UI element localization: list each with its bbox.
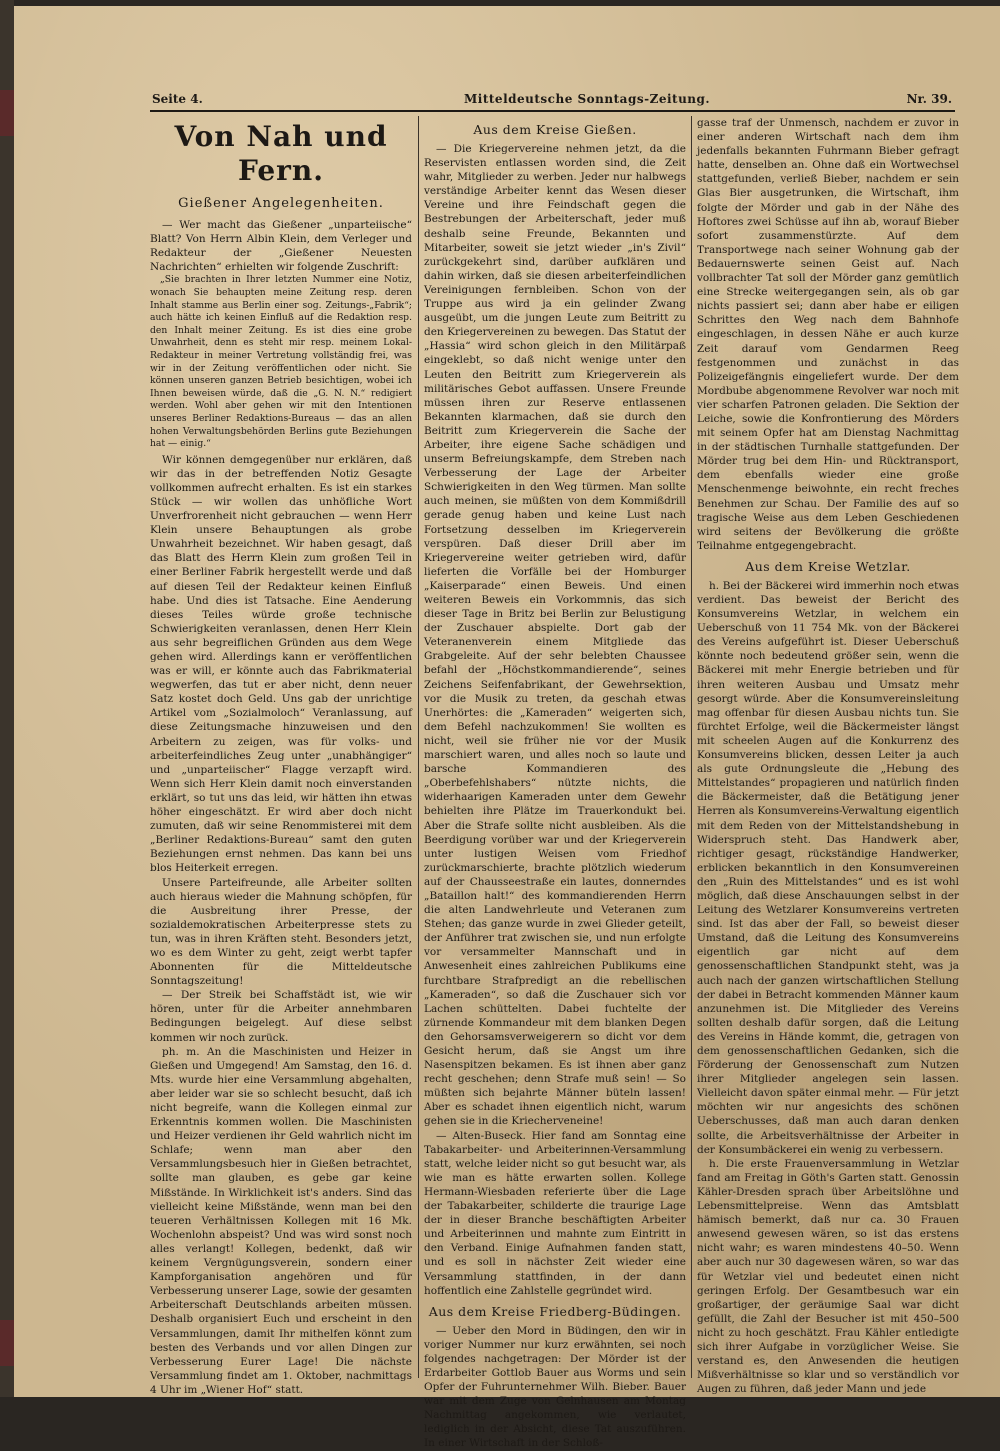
page-header <box>152 92 952 110</box>
header-rule <box>150 110 955 112</box>
article-paragraph: — Alten-Buseck. Hier fand am Sonntag eine Tabakarbeiter- und Arbeiterinnen-Versammlung statt, welche leider nicht so gut besucht war, als wie man es hätte erwarten sollen. Kollege Hermann-Wiesbaden referierte über die Lage der Tabakarbeiter, schilderte die traurige Lage der in dieser Branche beschäftigten Arbeiter und Arbeiterinnen und mahnte zum Eintritt in den Verband. Einige Aufnahmen fanden statt, und es soll in nächster Zeit wieder eine Versammlung stattfinden, in der dann hoffentlich eine Zahlstelle gegründet wird. <box>424 1129 686 1297</box>
article-paragraph: h. Bei der Bäckerei wird immerhin noch etwas verdient. Das beweist der Bericht des Konsumvereins Wetzlar, in welchem ein Ueberschuß von 11 754 Mk. von der Bäckerei des Vereins aufgeführt ist. Dieser Ueberschuß könnte noch bedeutend größer sein, wenn die Bäckerei mit mehr Energie betrieben und für ihren weiteren Ausbau und Umsatz mehr gesorgt würde. Aber die Konsumvereinsleitung mag offenbar für diesen Ausbau nichts tun. Sie fürchtet Erfolge, weil die Bäckermeister längst mit scheelen Augen auf die Konkurrenz des Konsumvereins blicken, dessen Leiter ja auch als gute Ordnungsleute die „Hebung des Mittelstandes“ propagieren und natürlich finden die Bäckermeister, daß die Betätigung jener Herren als Konsumvereins-Verwaltung eigentlich mit dem Reden von der Mittelstandshebung in Widerspruch steht. Das Handwerk aber, richtiger gesagt, rückständige Handwerker, erblicken bekanntlich in den Konsumvereinen den „Ruin des Mittelstandes“ und es ist wohl möglich, daß diese Anschauungen selbst in der Leitung des Wetzlarer Konsumvereins vertreten sind. Ist das aber der Fall, so beweist dieser Umstand, daß die Leitung des Konsumvereins eigentlich gar nicht auf dem genossenschaftlichen Standpunkt steht, was ja auch nach der ganzen wirtschaftlichen Stellung der dabei in Betracht kommenden Männer kaum anzunehmen ist. Die Mitglieder des Vereins sollten deshalb dafür sorgen, daß die Leitung des Vereins in Hände kommt, die, getragen von dem genossenschaftlichen Gedanken, sich die Förderung der Genossenschaft zum Nutzen ihrer Mitglieder angelegen sein lassen. Vielleicht davon später einmal mehr. — Für jetzt möchten wir nur angesichts des schönen Ueberschusses, daß man auch daran denken sollte, die Arbeitsverhältnisse der Arbeiter in der Konsumbäckerei ein wenig zu verbessern. <box>697 579 959 1156</box>
binding-band <box>0 90 14 136</box>
column-2 <box>424 116 686 1450</box>
column-rule <box>418 116 419 1378</box>
section-heading: Aus dem Kreise Friedberg-Büdingen. <box>428 1303 682 1319</box>
quote-paragraph: „Sie brachten in Ihrer letzten Nummer eine Notiz, wonach Sie behaupten meine Zeitung resp. deren Inhalt stamme aus Berlin einer sog. Zeitungs-„Fabrik“; auch hätte ich keinen Einfluß auf die Redaktion resp. den Inhalt meiner Zeitung. Es ist dies eine grobe Unwahrheit, denn es steht mir resp. meinem Lokal-Redakteur in meiner Vertretung vollständig frei, was wir in der Zeitung veröffentlichen oder nicht. Sie können unseren ganzen Betrieb besichtigen, wobei ich Ihnen beweisen würde, daß die „G. N. N.“ redigiert werden. Wohl aber gehen wir mit den Intentionen unseres Berliner Redaktions-Bureaus — das an allen hohen Verwaltungsbehörden Berlins gute Beziehungen hat — einig.“ <box>150 274 412 450</box>
article-paragraph: gasse traf der Unmensch, nachdem er zuvor in einer anderen Wirtschaft nach dem ihm jedenfalls bekannten Fuhrmann Bieber gefragt hatte, denselben an. Ohne daß ein Wortwechsel stattgefunden, verließ Bieber, nachdem er sein Glas Bier ausgetrunken, die Wirtschaft, ihm folgte der Mörder und gab in der Nähe des Hoftores zwei Schüsse auf ihn ab, worauf Bieber sofort zusammenstürzte. Auf dem Transportwege nach seiner Wohnung gab der Bedauernswerte seinen Geist auf. Nach vollbrachter Tat soll der Mörder ganz gemütlich eine Strecke weitergegangen sein, als ob gar nichts passiert sei; dann aber habe er eiligen Schrittes den Weg nach dem Bahnhofe eingeschlagen, in dessen Nähe er auch kurze Zeit darauf vom Gendarmen Reeg festgenommen und zunächst in das Polizeigefängnis eingeliefert wurde. Der dem Mordbube abgenommene Revolver war noch mit vier scharfen Patronen geladen. Die Sektion der Leiche, sowie die Konfrontierung des Mörders mit seinem Opfer hat am Dienstag Nachmittag in der städtischen Turnhalle stattgefunden. Der Mörder trug bei dem Hin- und Rücktransport, dem ebenfalls wieder eine große Menschenmenge beiwohnte, ein recht freches Benehmen zur Schau. Der Familie des auf so tragische Weise aus dem Leben Geschiedenen wird seitens der Bevölkerung die größte Teilnahme entgegengebracht. <box>697 117 959 552</box>
masthead: Von Nah und Fern. <box>174 120 388 187</box>
section-heading: Aus dem Kreise Wetzlar. <box>745 558 911 574</box>
column-1 <box>150 116 412 1396</box>
binding-band <box>0 1320 14 1366</box>
article-paragraph: Wir können demgegenüber nur erklären, daß wir das in der betreffenden Notiz Gesagte vollkommen aufrecht erhalten. Es ist ein starkes Stück — wir wollen das unhöfliche Wort Unverfrorenheit nicht gebrauchen — wenn Herr Klein unsere Behauptungen als grobe Unwahrheit bezeichnet. Wir haben gesagt, daß das Blatt des Herrn Klein zum großen Teil in einer Berliner Fabrik hergestellt werde und daß auf diesen Teil der Redakteur keinen Einfluß habe. Und dies ist Tatsache. Eine Aenderung dieses Teiles würde große technische Schwierigkeiten veranlassen, denen Herr Klein aus sehr begreiflichen Gründen aus dem Wege gehen wird. Allerdings kann er veröffentlichen was er will, er könnte auch das Fabrikmaterial wegwerfen, das tut er aber nicht, denn neuer Satz kostet doch Geld. Uns gab der unrichtige Artikel vom „Sozialmoloch“ Veranlassung, auf diese Zeitungsmache hinzuweisen und den Arbeitern zu zeigen, was für volks- und arbeiterfeindliches Zeug unter „unabhängiger“ und „unparteiischer“ Flagge verzapft wird. Wenn sich Herr Klein damit noch einverstanden erklärt, so tut uns das leid, wir hätten ihn etwas höher eingeschätzt. Er wird aber doch nicht zumuten, daß wir seine Renommisterei mit dem „Berliner Redaktions-Bureau“ samt den guten Beziehungen ernst nehmen. Das kann bei uns blos Heiterkeit erregen. <box>150 453 412 875</box>
article-paragraph: — Die Kriegervereine nehmen jetzt, da die Reservisten entlassen worden sind, die Zeit wahr, Mitglieder zu werben. Jeder nur halbwegs verständige Arbeiter kennt das Wesen dieser Vereine und ihre Feindschaft gegen die Bestrebungen der Arbeiterschaft, jeder muß deshalb seine Freunde, Bekannten und Mitarbeiter, soweit sie jetzt wieder „in's Zivil“ zurückgekehrt sind, darüber aufklären und dahin wirken, daß sie diesen arbeiterfeindlichen Vereinigungen fernbleiben. Schon von der Truppe aus wird ja ein gelinder Zwang ausgeübt, um die jungen Leute zum Beitritt zu den Kriegervereinen zu bewegen. Das Statut der „Hassia“ wird schon gleich in den Militärpaß eingeklebt, so daß nicht wenige unter den Leuten den Beitritt zum Kriegerverein als militärisches Gebot auffassen. Unsere Freunde müssen ihren zur Reserve entlassenen Bekannten klarmachen, daß sie durch den Beitritt zum Kriegerverein die Sache der Arbeiter, ihre eigene Sache schädigen und unserm Befreiungskampfe, dem Streben nach Verbesserung der Lage der Arbeiter Schwierigkeiten in den Weg türmen. Man sollte auch meinen, sie müßten von dem Kommißdrill gerade genug haben und keine Lust nach Fortsetzung desselben im Kriegerverein verspüren. Daß dieser Drill aber im Kriegervereine weiter getrieben wird, dafür lieferten die Vorfälle bei der Homburger „Kaiserparade“ einen Beweis. Und einen weiteren Beweis ein Vorkommnis, das sich dieser Tage in Britz bei Berlin zur Belustigung der Zuschauer abspielte. Dort gab der Veteranenverein einem Mitgliede das Grabgeleite. Auf der sehr belebten Chaussee befahl der „Höchstkommandierende“, seines Zeichens Seifenfabrikant, der Gewehrsektion, vor die Musik zu treten, da geschah etwas Unerhörtes: die „Kameraden“ weigerten sich, dem Befehl nachzukommen! Sie wollten es nicht, weil sie früher nie vor der Musik marschiert waren, und alles noch so laute und barsche Kommandieren des „Oberbefehlshabers“ nützte nichts, die widerhaarigen Kameraden unter dem Gewehr behielten ihre Plätze im Trauerkondukt bei. Aber die Strafe sollte nicht ausbleiben. Als die Beerdigung vorüber war und der Kriegerverein unter lustigen Weisen vom Friedhof zurückmarschierte, brachte plötzlich wiederum auf der Chausseestraße ein lautes, donnerndes „Bataillon halt!“ des kommandierenden Herrn die alten Landwehrleute und Veteranen zum Stehen; das ganze wurde in zwei Glieder geteilt, der Anführer trat zwischen sie, und nun erfolgte vor versammelter Mannschaft und in Anwesenheit eines zahlreichen Publikums eine furchtbare Strafpredigt an die rebellischen „Kameraden“, so daß die Zuschauer sich vor Lachen schüttelten. Dabei fuchtelte der zürnende Kommandeur mit dem blanken Degen den Gehorsamsverweigerern so dicht vor dem Gesicht herum, daß sie Angst um ihre Nasenspitzen bekamen. Es ist ihnen aber ganz recht geschehen; denn Strafe muß sein! — So müßten sich bejahrte Männer büteln lassen! Aber es schadet ihnen eigentlich nicht, warum gehen sie in die Kriecherveneine! <box>424 143 686 1128</box>
quoted-letter <box>150 274 412 450</box>
subheading: Gießener Angelegenheiten. <box>178 196 384 211</box>
article-paragraph: — Ueber den Mord in Büdingen, den wir in voriger Nummer nur kurz erwähnten, sei noch folgendes nachgetragen: Der Mörder ist der Erdarbeiter Gottlob Bauer aus Worms und sein Opfer der Fuhrunternehmer Wilh. Bieber. Bauer war mit dem Zuge von Gelnhausen am Montag Nachmittag angekommen, wie verlautet, lediglich in der Absicht, diese Tat auszuführen. In einer Wirtschaft in der Schloß- <box>424 1324 686 1450</box>
paper-title: Mitteldeutsche Sonntags-Zeitung. <box>464 92 711 106</box>
article-paragraph: — Wer macht das Gießener „unparteiische“ Blatt? Von Herrn Albin Klein, dem Verleger und Redakteur der „Gießener Neuesten Nachrichten“ erhielten wir folgende Zuschrift: <box>150 219 412 274</box>
section-heading: Aus dem Kreise Gießen. <box>473 122 637 137</box>
page-number: Seite 4. <box>152 92 203 106</box>
binding-edge <box>0 0 14 1397</box>
column-3 <box>697 116 959 1396</box>
article-paragraph: h. Die erste Frauenversammlung in Wetzlar fand am Freitag in Göth's Garten statt. Genossin Kähler-Dresden sprach über Arbeitslöhne und Lebensmittelpreise. Wenn das Amtsblatt hämisch bemerkt, daß nur ca. 30 Frauen anwesend gewesen wären, so ist das erstens nicht wahr; es waren mindestens 40–50. Wenn aber auch nur 30 dagewesen wären, so war das für Wetzlar viel und bedeutet einen nicht geringen Erfolg. Der Gesamtbesuch war ein großartiger, der geräumige Saal war dicht gefüllt, die Zahl der Besucher ist mit 450–500 nicht zu hoch geschätzt. Frau Kähler entledigte sich ihrer Aufgabe in vorzüglicher Weise. Sie verstand es, den Anwesenden die heutigen Mißverhältnisse so klar und so verständlich vor Augen zu führen, daß jeder Mann und jede <box>697 1157 959 1396</box>
article-paragraph: ph. m. An die Maschinisten und Heizer in Gießen und Umgegend! Am Samstag, den 16. d. Mts. wurde hier eine Versammlung abgehalten, aber leider war sie so schlecht besucht, daß ich nicht begreife, wann die Kollegen einmal zur Erkenntnis kommen wollen. Die Maschinisten und Heizer verdienen ihr Geld wahrlich nicht im Schlafe; wenn man aber den Versammlungsbesuch hier in Gießen betrachtet, sollte man glauben, es gebe gar keine Mißstände. In Wirklichkeit ist's anders. Sind das vielleicht keine Mißstände, wenn man bei den teueren Verhältnissen Kollegen mit 16 Mk. Wochenlohn abspeist? Und was wird sonst noch alles verlangt! Kollegen, bedenkt, daß wir keinem Vergnügungsverein, sondern einer Kampforganisation angehören und für Verbesserung unserer Lage, sowie der gesamten Arbeiterschaft Deutschlands arbeiten müssen. Deshalb organisiert Euch und erscheint in den Versammlungen, damit Ihr mithelfen könnt zum besten des Verbands und vor allen Dingen zur Verbesserung Eurer Lage! Die nächste Versammlung findet am 1. Oktober, nachmittags 4 Uhr im „Wiener Hof“ statt. <box>150 1045 412 1396</box>
column-rule <box>691 116 692 1378</box>
issue-number: Nr. 39. <box>906 92 952 106</box>
article-paragraph: Unsere Parteifreunde, alle Arbeiter sollten auch hieraus wieder die Mahnung schöpfen, für die Ausbreitung ihrer Presse, der sozialdemokratischen Arbeiterpresse stets zu tun, was in ihren Kräften steht. Besonders jetzt, wo es dem Winter zu geht, zeigt werbt tapfer Abonnenten für die Mitteldeutsche Sonntagszeitung! <box>150 876 412 988</box>
article-paragraph: — Der Streik bei Schaffstädt ist, wie wir hören, unter für die Arbeiter annehmbaren Bedingungen beigelegt. Auf diese selbst kommen wir noch zurück. <box>150 989 412 1044</box>
